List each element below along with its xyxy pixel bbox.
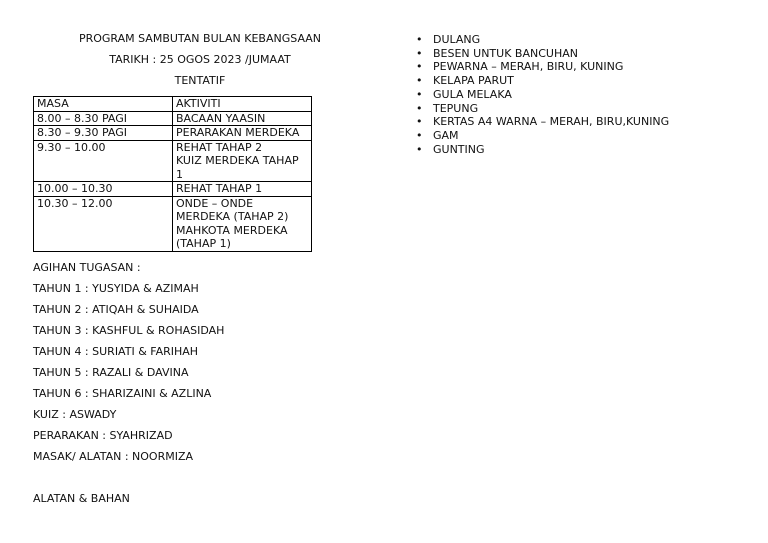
aktiviti-line: REHAT TAHAP 1 [176,182,263,195]
table-row [34,196,312,251]
aktiviti-line: REHAT TAHAP 2 [176,140,263,154]
masa-cell: 10.30 – 12.00 [34,196,173,251]
header-aktiviti: AKTIVITI [173,97,312,112]
list-item: • DULANG [416,33,669,47]
duty-item: KUIZ : ASWADY [33,408,117,421]
table-row [34,126,312,141]
masa-cell: 9.30 – 10.00 [34,140,173,182]
list-item: • GUNTING [416,143,669,157]
masa-cell: 8.30 – 9.30 PAGI [34,126,173,141]
duty-item: MASAK/ ALATAN : NOORMIZA [33,450,194,463]
aktiviti-line: KUIZ MERDEKA TAHAP 1 [176,154,299,181]
masa-cell: 8.00 – 8.30 PAGI [34,111,173,126]
materials-heading: ALATAN & BAHAN [33,492,130,505]
list-item: • PEWARNA – MERAH, BIRU, KUNING [416,60,669,74]
materials-list [416,33,669,156]
aktiviti-cell [173,126,312,141]
duty-item: TAHUN 2 : ATIQAH & SUHAIDA [33,303,199,316]
list-item: • BESEN UNTUK BANCUHAN [416,47,669,61]
duties-heading: AGIHAN TUGASAN : [33,261,141,274]
duty-item: TAHUN 6 : SHARIZAINI & AZLINA [33,387,212,400]
list-item: • KERTAS A4 WARNA – MERAH, BIRU,KUNING [416,115,669,129]
schedule-header-row [34,97,312,112]
program-title: PROGRAM SAMBUTAN BULAN KEBANGSAAN [78,32,322,45]
list-item: • GULA MELAKA [416,88,669,102]
table-row [34,111,312,126]
aktiviti-line: PERARAKAN MERDEKA [176,126,300,139]
program-date: TARIKH : 25 OGOS 2023 /JUMAAT [109,53,291,66]
list-item: • GAM [416,129,669,143]
aktiviti-cell [173,182,312,197]
duty-item: TAHUN 1 : YUSYIDA & AZIMAH [33,282,199,295]
list-item: • KELAPA PARUT [416,74,669,88]
duty-item: TAHUN 4 : SURIATI & FARIHAH [33,345,199,358]
aktiviti-line: MAHKOTA MERDEKA (TAHAP 1) [176,223,288,250]
aktiviti-cell [173,111,312,126]
duty-item: PERARAKAN : SYAHRIZAD [33,429,173,442]
aktiviti-cell [173,196,312,251]
masa-cell: 10.00 – 10.30 [34,182,173,197]
aktiviti-cell [173,140,312,182]
header-masa: MASA [34,97,173,112]
duty-item: TAHUN 3 : KASHFUL & ROHASIDAH [33,324,225,337]
table-row [34,182,312,197]
duty-item: TAHUN 5 : RAZALI & DAVINA [33,366,189,379]
table-row [34,140,312,182]
schedule-table [33,96,312,252]
aktiviti-line: ONDE – ONDE MERDEKA (TAHAP 2) [176,196,289,223]
list-item: • TEPUNG [416,102,669,116]
tentative-heading: TENTATIF [174,74,226,87]
aktiviti-line: BACAAN YAASIN [176,111,266,125]
